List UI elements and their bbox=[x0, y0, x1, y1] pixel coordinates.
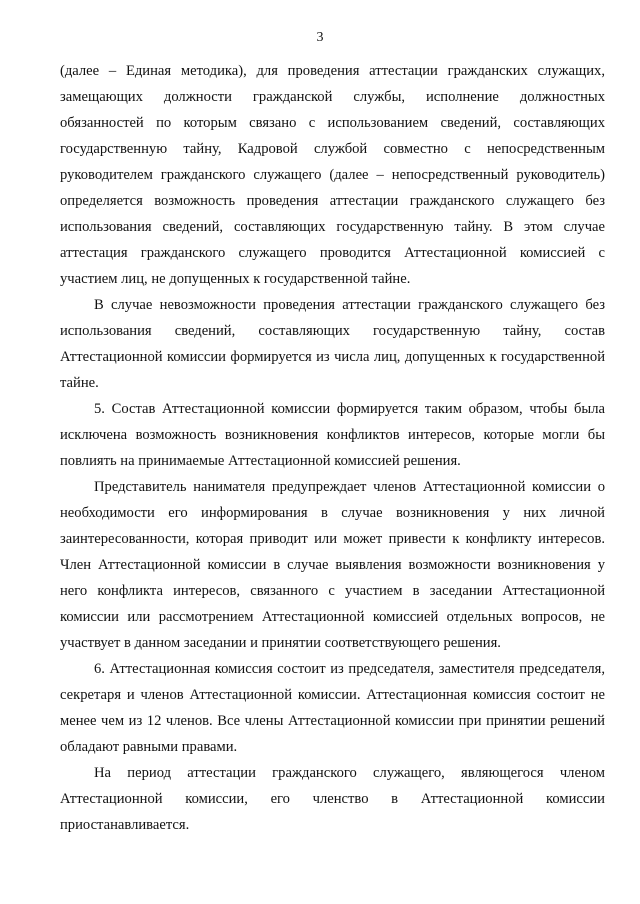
paragraph-continuation: (далее – Единая методика), для проведения аттестации гражданских служащих, замещающих должности гражданской службы, исполнение должностных обязанностей по которым связано с использованием сведений, составляющих государственную тайну, Кадровой службой совместно с непосредственным руководителем гражданского служащего (далее – непосредственный руководитель) определяется возможность проведения аттестации гражданского служащего без использования сведений, составляющих государственную тайну. В этом случае аттестация гражданского служащего проводится Аттестационной комиссией с участием лиц, не допущенных к государственной тайне. bbox=[60, 63, 605, 287]
paragraph-secrecy-case: В случае невозможности проведения аттестации гражданского служащего без использования сведений, составляющих государственную тайну, состав Аттестационной комиссии формируется из числа лиц, допущенных к государственной тайне. bbox=[60, 297, 605, 391]
paragraph-membership-suspension: На период аттестации гражданского служащего, являющегося членом Аттестационной комиссии, его членство в Аттестационной комиссии приостанавливается. bbox=[60, 765, 605, 833]
paragraph-item-5: 5. Состав Аттестационной комиссии формируется таким образом, чтобы была исключена возможность возникновения конфликтов интересов, которые могли бы повлиять на принимаемые Аттестационной комиссией решения. bbox=[60, 401, 605, 469]
document-body bbox=[60, 58, 605, 838]
paragraph-item-6: 6. Аттестационная комиссия состоит из председателя, заместителя председателя, секретаря и членов Аттестационной комиссии. Аттестационная комиссия состоит не менее чем из 12 членов. Все члены Аттестационной комиссии при принятии решений обладают равными правами. bbox=[60, 661, 605, 755]
paragraph-conflict-of-interest: Представитель нанимателя предупреждает членов Аттестационной комиссии о необходимости его информирования в случае возникновения у них личной заинтересованности, которая приводит или может привести к конфликту интересов. Член Аттестационной комиссии в случае выявления возможности возникновения у него конфликта интересов, связанного с участием в заседании Аттестационной комиссии или рассмотрением Аттестационной комиссией отдельных вопросов, не участвует в данном заседании и принятии соответствующего решения. bbox=[60, 479, 605, 651]
page-number: 3 bbox=[316, 30, 324, 45]
